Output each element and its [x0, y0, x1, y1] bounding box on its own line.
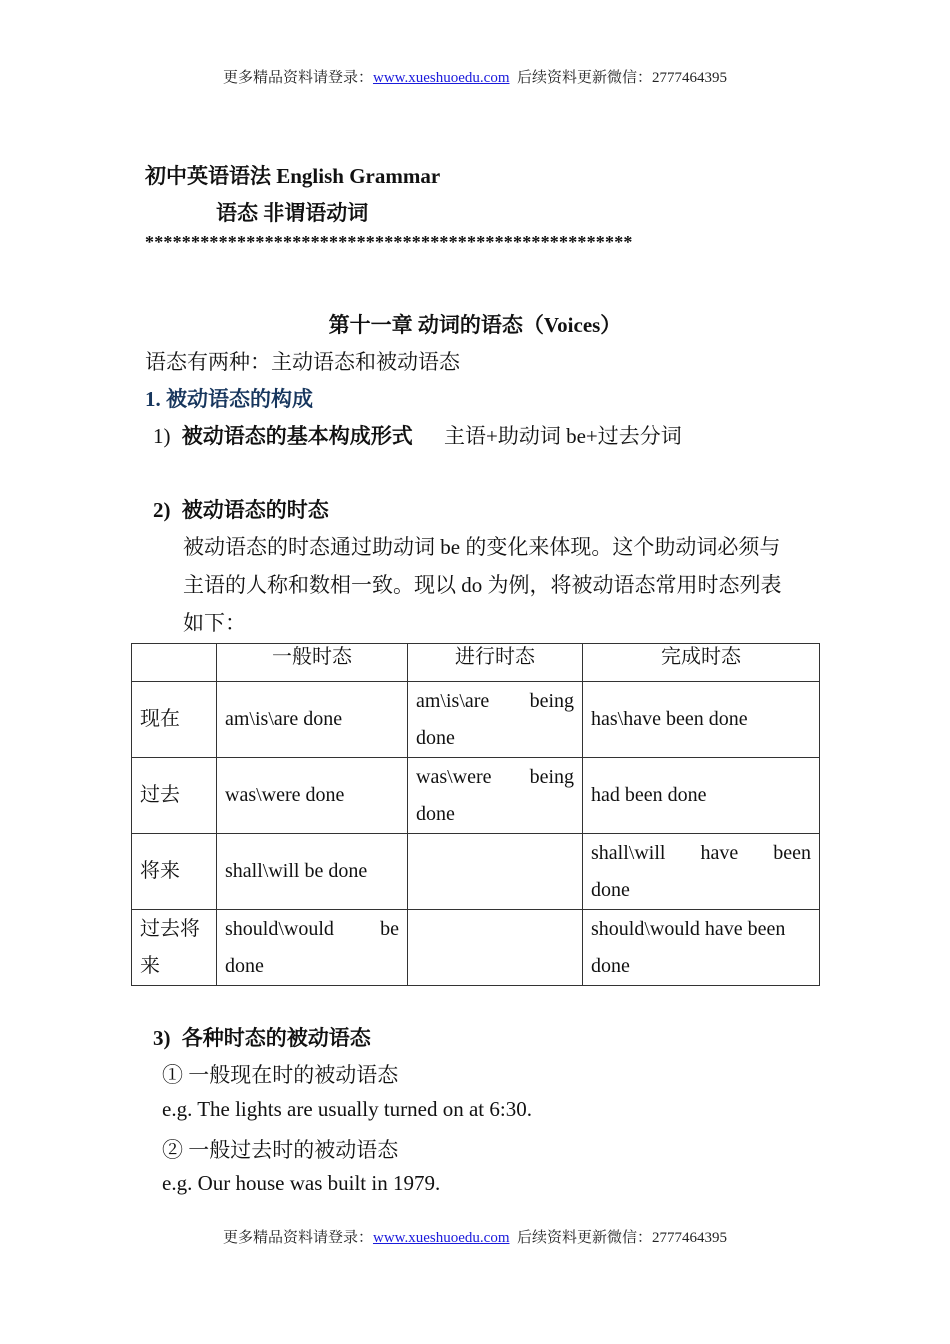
list-item-1: ① 一般现在时的被动语态	[162, 1063, 399, 1087]
row-label: 将来	[132, 834, 217, 910]
table-header-cell	[132, 644, 217, 682]
cell-simple: am\is\are done	[217, 682, 408, 758]
cell-text: should\would have been	[591, 917, 786, 940]
cell-text: being	[529, 765, 574, 788]
subsection-3	[153, 1022, 371, 1052]
cell-text: been	[773, 841, 811, 864]
cell-text: am\is\are	[416, 689, 490, 712]
subsection-1	[153, 420, 682, 450]
cell-text: done	[591, 878, 630, 901]
cell-perfect: has\have been done	[583, 682, 820, 758]
cell-text: shall\will	[591, 841, 666, 864]
table-row	[132, 758, 820, 834]
cell-text: 过去将	[140, 917, 200, 940]
header-suffix: 后续资料更新微信：2777464395	[517, 70, 728, 86]
cell-progressive-empty	[408, 910, 583, 986]
star-divider: *****************************************************	[145, 232, 633, 252]
table-row	[132, 910, 820, 986]
tense-table	[131, 643, 820, 986]
list-item-2: ② 一般过去时的被动语态	[162, 1138, 399, 1162]
section-1-heading: 1. 被动语态的构成	[145, 387, 313, 411]
cell-progressive	[408, 682, 583, 758]
cell-text: have	[700, 841, 739, 864]
footer-suffix: 后续资料更新微信：2777464395	[517, 1230, 728, 1246]
cell-simple: shall\will be done	[217, 834, 408, 910]
table-header-cell: 完成时态	[583, 644, 820, 682]
page-header	[0, 66, 950, 87]
chapter-heading: 第十一章 动词的语态（Voices）	[328, 313, 622, 337]
example-1: e.g. The lights are usually turned on at 6:30.	[162, 1097, 532, 1121]
subsection-2	[153, 494, 329, 524]
subsection-3-label: 各种时态的被动语态	[181, 1026, 371, 1050]
header-link[interactable]: www.xueshuoedu.com	[372, 70, 510, 86]
cell-text: done	[225, 954, 264, 977]
row-label: 现在	[132, 682, 217, 758]
cell-text: was\were	[416, 765, 492, 788]
table-row	[132, 682, 820, 758]
cell-progressive	[408, 758, 583, 834]
subsection-1-formula: 主语+助动词 be+过去分词	[444, 424, 682, 448]
page-footer	[0, 1226, 950, 1247]
cell-perfect	[583, 834, 820, 910]
table-header-cell: 进行时态	[408, 644, 583, 682]
example-2: e.g. Our house was built in 1979.	[162, 1171, 441, 1195]
doc-subtitle: 语态 非谓语动词	[216, 201, 369, 225]
cell-progressive-empty	[408, 834, 583, 910]
paragraph-line-2: 主语的人称和数相一致。现以 do 为例，将被动语态常用时态列表	[183, 573, 782, 597]
subsection-1-number: 1)	[153, 424, 171, 448]
subsection-2-number: 2)	[153, 498, 171, 522]
cell-perfect	[583, 910, 820, 986]
cell-text: being	[529, 689, 574, 712]
subsection-2-label: 被动语态的时态	[181, 498, 329, 522]
row-label	[132, 910, 217, 986]
cell-text: 来	[140, 954, 160, 977]
intro-text: 语态有两种：主动语态和被动语态	[145, 350, 460, 374]
table-header-cell: 一般时态	[217, 644, 408, 682]
paragraph-line-1: 被动语态的时态通过助动词 be 的变化来体现。这个助动词必须与	[183, 535, 781, 559]
footer-prefix: 更多精品资料请登录：	[222, 1230, 373, 1246]
doc-title: 初中英语语法 English Grammar	[145, 164, 441, 188]
cell-simple: was\were done	[217, 758, 408, 834]
paragraph-line-3: 如下：	[183, 611, 246, 635]
cell-perfect: had been done	[583, 758, 820, 834]
subsection-1-label: 被动语态的基本构成形式	[181, 424, 413, 448]
table-row	[132, 834, 820, 910]
cell-simple	[217, 910, 408, 986]
cell-text: be	[380, 917, 399, 940]
cell-text: should\would	[225, 917, 334, 940]
row-label: 过去	[132, 758, 217, 834]
cell-text: done	[416, 802, 455, 825]
header-prefix: 更多精品资料请登录：	[222, 70, 373, 86]
table-header-row	[132, 644, 820, 682]
cell-text: done	[591, 954, 630, 977]
footer-link[interactable]: www.xueshuoedu.com	[372, 1230, 510, 1246]
cell-text: done	[416, 726, 455, 749]
subsection-3-number: 3)	[153, 1026, 171, 1050]
